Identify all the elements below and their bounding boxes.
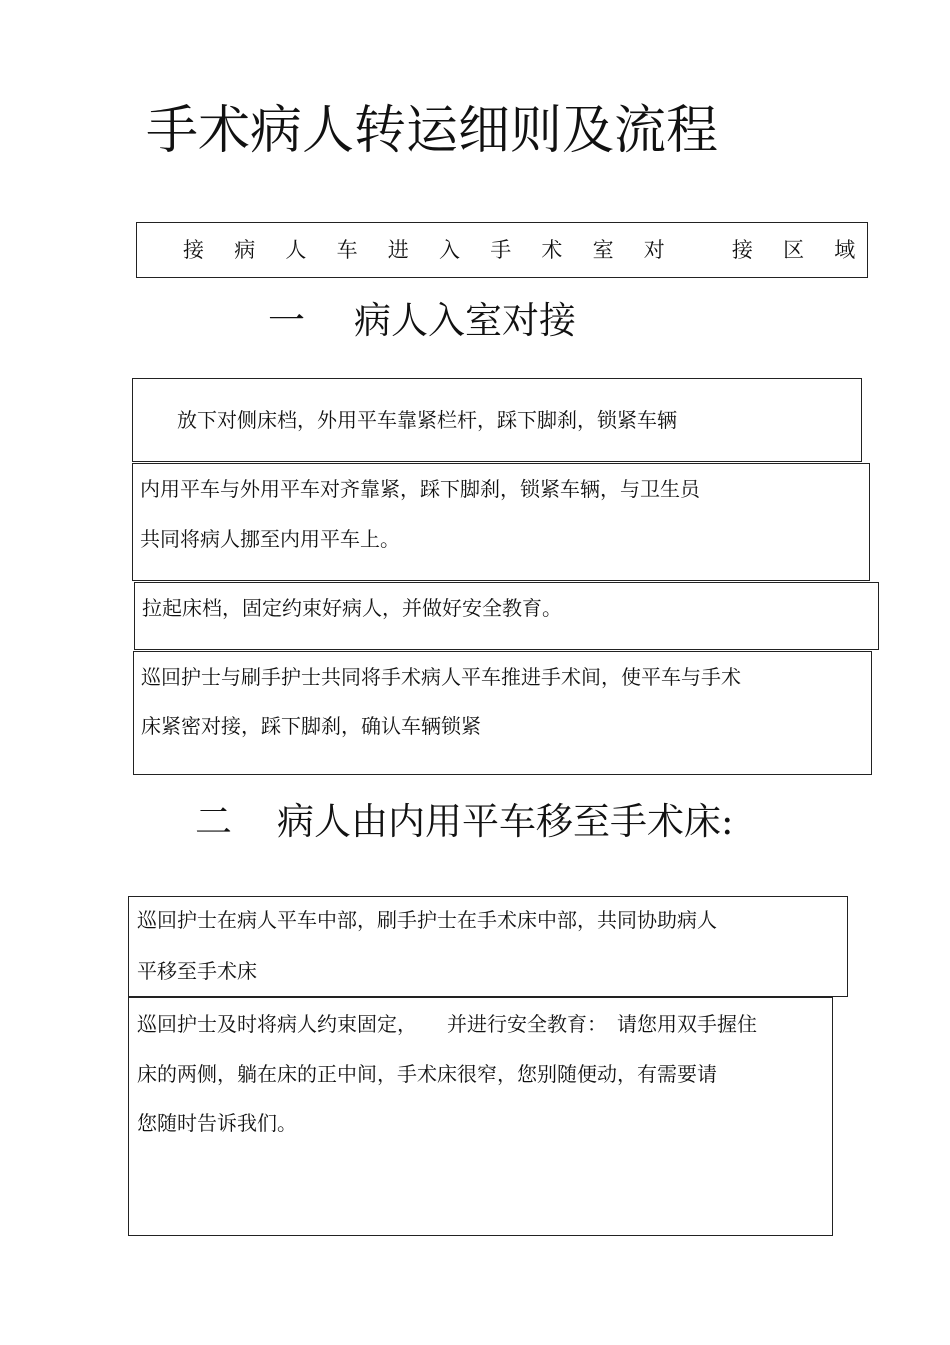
step-box <box>132 378 862 462</box>
step-text: 拉起床档，固定约束好病人，并做好安全教育。 <box>142 596 562 620</box>
step-text: 巡回护士在病人平车中部，刷手护士在手术床中部，共同协助病人 <box>137 908 717 932</box>
step-text: 巡回护士与刷手护士共同将手术病人平车推进手术间，使平车与手术 <box>141 665 741 689</box>
step-box <box>133 651 872 775</box>
section-1-heading <box>268 296 576 346</box>
step-text: 床的两侧，躺在床的正中间，手术床很窄，您别随便动，有需要请 <box>137 1062 717 1086</box>
section-2-number: 二 <box>195 800 232 843</box>
step-text: 平移至手术床 <box>137 959 257 983</box>
step-box <box>128 997 833 1236</box>
step-box <box>134 582 879 650</box>
step-text: 您随时告诉我们。 <box>137 1111 297 1135</box>
step-text: 放下对侧床档，外用平车靠紧栏杆，踩下脚刹，锁紧车辆 <box>177 408 677 432</box>
step-box <box>128 896 848 997</box>
entry-area-box <box>136 222 886 278</box>
step-box <box>132 463 870 581</box>
step-text: 内用平车与外用平车对齐靠紧，踩下脚刹，锁紧车辆，与卫生员 <box>140 477 700 501</box>
step-text: 共同将病人挪至内用平车上。 <box>140 527 400 551</box>
step-text: 巡回护士及时将病人约束固定， 并进行安全教育： 请您用双手握住 <box>137 1012 757 1036</box>
document-title: 手术病人转运细则及流程 <box>146 101 719 161</box>
entry-area-text: 接病人车进入手术室对 接区域 <box>183 238 886 262</box>
step-text: 床紧密对接，踩下脚刹，确认车辆锁紧 <box>141 714 481 738</box>
section-1-number: 一 <box>268 299 305 342</box>
section-2-title: 病人由内用平车移至手术床: <box>277 800 734 843</box>
section-1-title: 病人入室对接 <box>354 299 576 342</box>
section-2-heading <box>195 797 733 847</box>
